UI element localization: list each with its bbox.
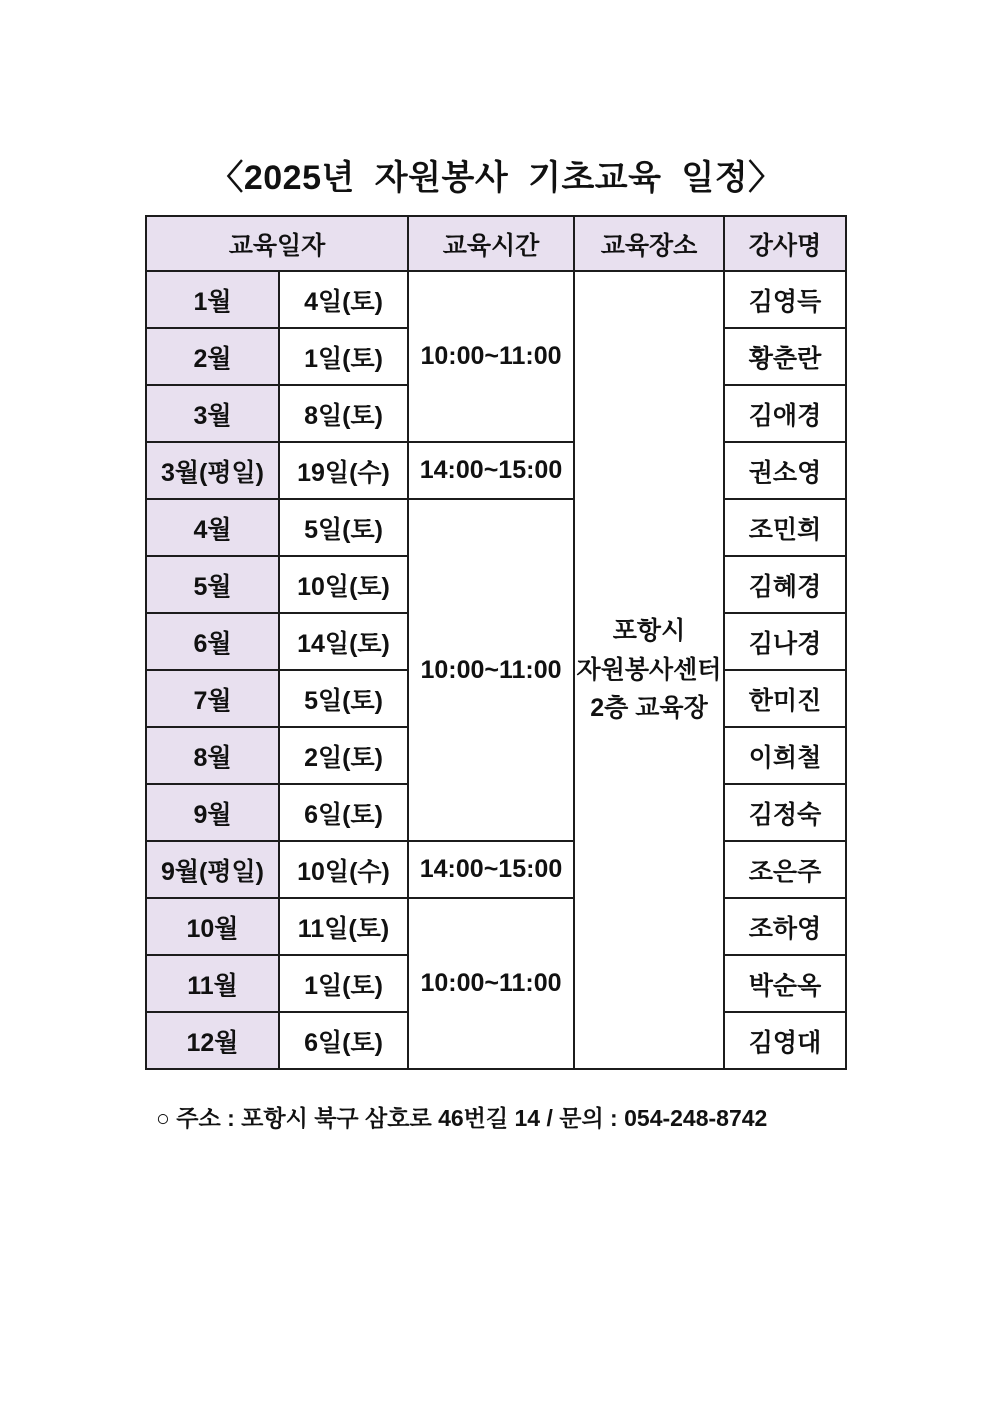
- month-cell: 11월: [146, 955, 279, 1012]
- time-cell: 10:00~11:00: [408, 898, 574, 1069]
- table-row: [146, 499, 846, 556]
- month-cell: 9월(평일): [146, 841, 279, 898]
- schedule-table: [145, 215, 847, 1070]
- footer-address-note: ○ 주소 : 포항시 북구 삼호로 46번길 14 / 문의 : 054-248-8742: [156, 1105, 768, 1131]
- header-cell-time: 교육시간: [408, 216, 574, 271]
- instructor-cell: 김애경: [724, 385, 846, 442]
- day-cell: 5일(토): [279, 499, 408, 556]
- instructor-cell: 김영대: [724, 1012, 846, 1069]
- month-cell: 4월: [146, 499, 279, 556]
- header-cell-place: 교육장소: [574, 216, 724, 271]
- time-cell: 10:00~11:00: [408, 499, 574, 841]
- table-row: [146, 271, 846, 328]
- day-cell: 5일(토): [279, 670, 408, 727]
- instructor-cell: 조은주: [724, 841, 846, 898]
- instructor-cell: 황춘란: [724, 328, 846, 385]
- day-cell: 4일(토): [279, 271, 408, 328]
- location-line-2: 자원봉사센터: [576, 655, 722, 684]
- month-cell: 7월: [146, 670, 279, 727]
- day-cell: 2일(토): [279, 727, 408, 784]
- instructor-cell: 김영득: [724, 271, 846, 328]
- day-cell: 11일(토): [279, 898, 408, 955]
- day-cell: 14일(토): [279, 613, 408, 670]
- location-line-3: 2층 교육장: [590, 694, 708, 723]
- month-cell: 3월: [146, 385, 279, 442]
- table-row: [146, 841, 846, 898]
- header-cell-date: 교육일자: [146, 216, 408, 271]
- instructor-cell: 이희철: [724, 727, 846, 784]
- month-cell: 1월: [146, 271, 279, 328]
- month-cell: 12월: [146, 1012, 279, 1069]
- month-cell: 6월: [146, 613, 279, 670]
- day-cell: 6일(토): [279, 1012, 408, 1069]
- day-cell: 10일(토): [279, 556, 408, 613]
- location-cell: [574, 271, 724, 1069]
- page-title: 〈2025년 자원봉사 기초교육 일정〉: [209, 159, 783, 197]
- day-cell: 6일(토): [279, 784, 408, 841]
- month-cell: 10월: [146, 898, 279, 955]
- instructor-cell: 권소영: [724, 442, 846, 499]
- table-header-row: [146, 216, 846, 271]
- location-line-1: 포항시: [612, 616, 686, 645]
- month-cell: 5월: [146, 556, 279, 613]
- month-cell: 2월: [146, 328, 279, 385]
- table-row: [146, 442, 846, 499]
- day-cell: 19일(수): [279, 442, 408, 499]
- instructor-cell: 박순옥: [724, 955, 846, 1012]
- time-cell: 10:00~11:00: [408, 271, 574, 442]
- month-cell: 9월: [146, 784, 279, 841]
- instructor-cell: 한미진: [724, 670, 846, 727]
- instructor-cell: 조하영: [724, 898, 846, 955]
- day-cell: 10일(수): [279, 841, 408, 898]
- instructor-cell: 김혜경: [724, 556, 846, 613]
- instructor-cell: 김나경: [724, 613, 846, 670]
- instructor-cell: 조민희: [724, 499, 846, 556]
- table-row: [146, 898, 846, 955]
- time-cell: 14:00~15:00: [408, 841, 574, 898]
- day-cell: 8일(토): [279, 385, 408, 442]
- day-cell: 1일(토): [279, 328, 408, 385]
- month-cell: 8월: [146, 727, 279, 784]
- header-cell-instructor: 강사명: [724, 216, 846, 271]
- time-cell: 14:00~15:00: [408, 442, 574, 499]
- month-cell: 3월(평일): [146, 442, 279, 499]
- instructor-cell: 김정숙: [724, 784, 846, 841]
- day-cell: 1일(토): [279, 955, 408, 1012]
